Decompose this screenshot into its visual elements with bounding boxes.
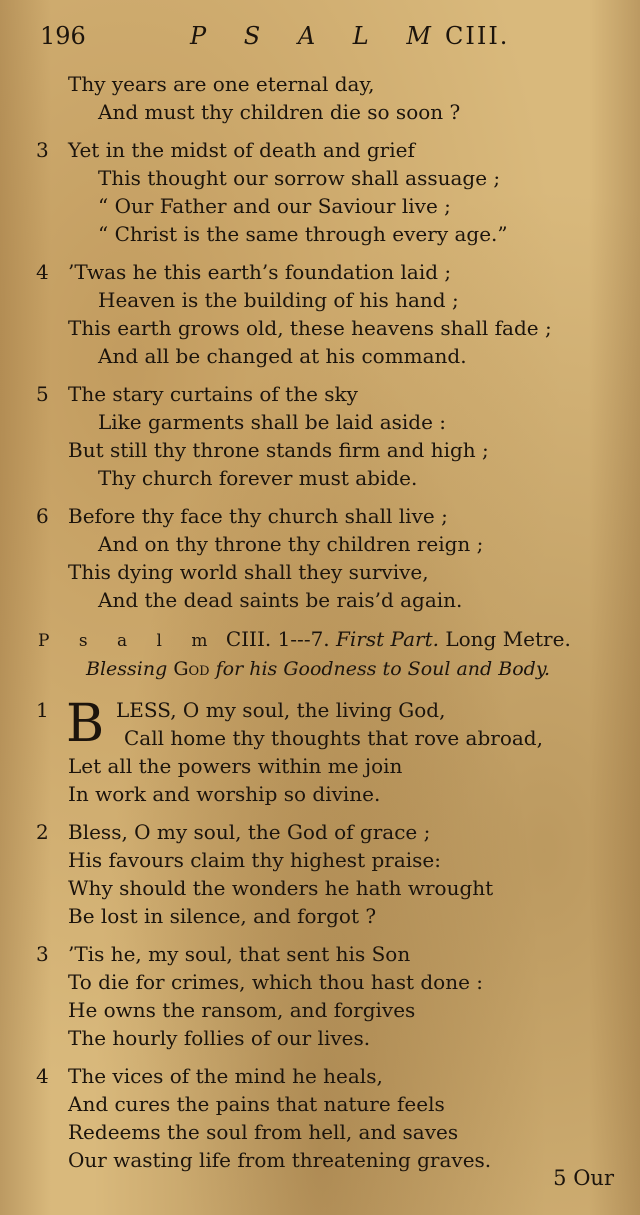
- verse-line: The hourly follies of our lives.: [68, 1026, 371, 1050]
- subtitle-post: for his Goodness to Soul and Body.: [215, 658, 551, 680]
- stanza-number: 3: [36, 942, 49, 966]
- verse-line: The stary curtains of the sky: [68, 382, 358, 406]
- psalm-number: CIII.: [445, 22, 510, 50]
- stanza-number: 5: [36, 382, 49, 406]
- psalm-metre: Long Metre.: [445, 627, 571, 651]
- verse-line: ’Tis he, my soul, that sent his Son: [68, 942, 411, 966]
- stanza-number: 6: [36, 504, 49, 528]
- verse-line: Bless, O my soul, the God of grace ;: [68, 820, 431, 844]
- verse-line: Call home thy thoughts that rove abroad,: [124, 726, 543, 750]
- verse-line: The vices of the mind he heals,: [68, 1064, 383, 1088]
- first-stanza: [0, 696, 640, 808]
- subtitle-god: God: [173, 658, 210, 680]
- stanza-number: 1: [36, 698, 49, 722]
- stanza-number: 2: [36, 820, 49, 844]
- verse-line: Heaven is the building of his hand ;: [98, 288, 459, 312]
- psalm-label: P s a l m: [38, 631, 220, 651]
- verse-line: His favours claim thy highest praise:: [68, 848, 441, 872]
- stanza-number: 4: [36, 260, 49, 284]
- verse-line: Yet in the midst of death and grief: [68, 138, 415, 162]
- stanza: [0, 818, 640, 930]
- page-content: [0, 70, 640, 1184]
- verse-line: This thought our sorrow shall assuage ;: [98, 166, 501, 190]
- stanza: [0, 258, 640, 370]
- verse-line: And on thy throne thy children reign ;: [98, 532, 484, 556]
- stanza: [0, 502, 640, 614]
- stanza: [0, 136, 640, 248]
- verse-line: “ Our Father and our Saviour live ;: [98, 194, 451, 218]
- stanza: [0, 940, 640, 1052]
- verse-line: Why should the wonders he hath wrought: [68, 876, 494, 900]
- drop-cap: B: [66, 694, 105, 754]
- catchword: 5 Our: [553, 1166, 614, 1190]
- verse-line: Before thy face thy church shall live ;: [68, 504, 448, 528]
- verse-line: In work and worship so divine.: [68, 782, 381, 806]
- verse-line: This earth grows old, these heavens shall fade ;: [68, 316, 552, 340]
- verse-line: And the dead saints be rais’d again.: [98, 588, 463, 612]
- verse-line: And all be changed at his command.: [98, 344, 467, 368]
- psalm-heading-line: [0, 624, 640, 654]
- verse-line: He owns the ransom, and forgives: [68, 998, 416, 1022]
- verse-line: And cures the pains that nature feels: [68, 1092, 445, 1116]
- verse-line: Thy years are one eternal day,: [68, 72, 375, 96]
- psalm-heading: [0, 624, 640, 684]
- stanza-group-b: [0, 818, 640, 1174]
- stanza-group-a: [0, 70, 640, 614]
- psalm-subtitle: [0, 654, 640, 684]
- subtitle-pre: Blessing: [86, 658, 168, 680]
- psalm-part: First Part.: [336, 627, 439, 651]
- stanza: [0, 380, 640, 492]
- verse-line: Be lost in silence, and forgot ?: [68, 904, 377, 928]
- verse-line: But still thy throne stands firm and high ;: [68, 438, 489, 462]
- verse-line: ’Twas he this earth’s foundation laid ;: [68, 260, 452, 284]
- running-title: P S A L M: [190, 22, 446, 50]
- verse-line: Like garments shall be laid aside :: [98, 410, 447, 434]
- verse-line: Our wasting life from threatening graves.: [68, 1148, 492, 1172]
- verse-line: Let all the powers within me join: [68, 754, 403, 778]
- verse-line: This dying world shall they survive,: [68, 560, 429, 584]
- verse-line: Thy church forever must abide.: [98, 466, 418, 490]
- verse-line: Redeems the soul from hell, and saves: [68, 1120, 459, 1144]
- stanza: [0, 1062, 640, 1174]
- page-number: 196: [40, 22, 86, 50]
- verse-line: To die for crimes, which thou hast done :: [68, 970, 484, 994]
- verse-line: LESS, O my soul, the living God,: [116, 698, 446, 722]
- running-header: [0, 22, 640, 56]
- psalm-heading-number: CIII.: [225, 627, 272, 651]
- psalm-verses: 1---7.: [277, 627, 330, 651]
- stanza: [0, 70, 640, 126]
- stanza-number: 4: [36, 1064, 49, 1088]
- verse-line: “ Christ is the same through every age.”: [98, 222, 508, 246]
- verse-line: And must thy children die so soon ?: [98, 100, 461, 124]
- stanza-number: 3: [36, 138, 49, 162]
